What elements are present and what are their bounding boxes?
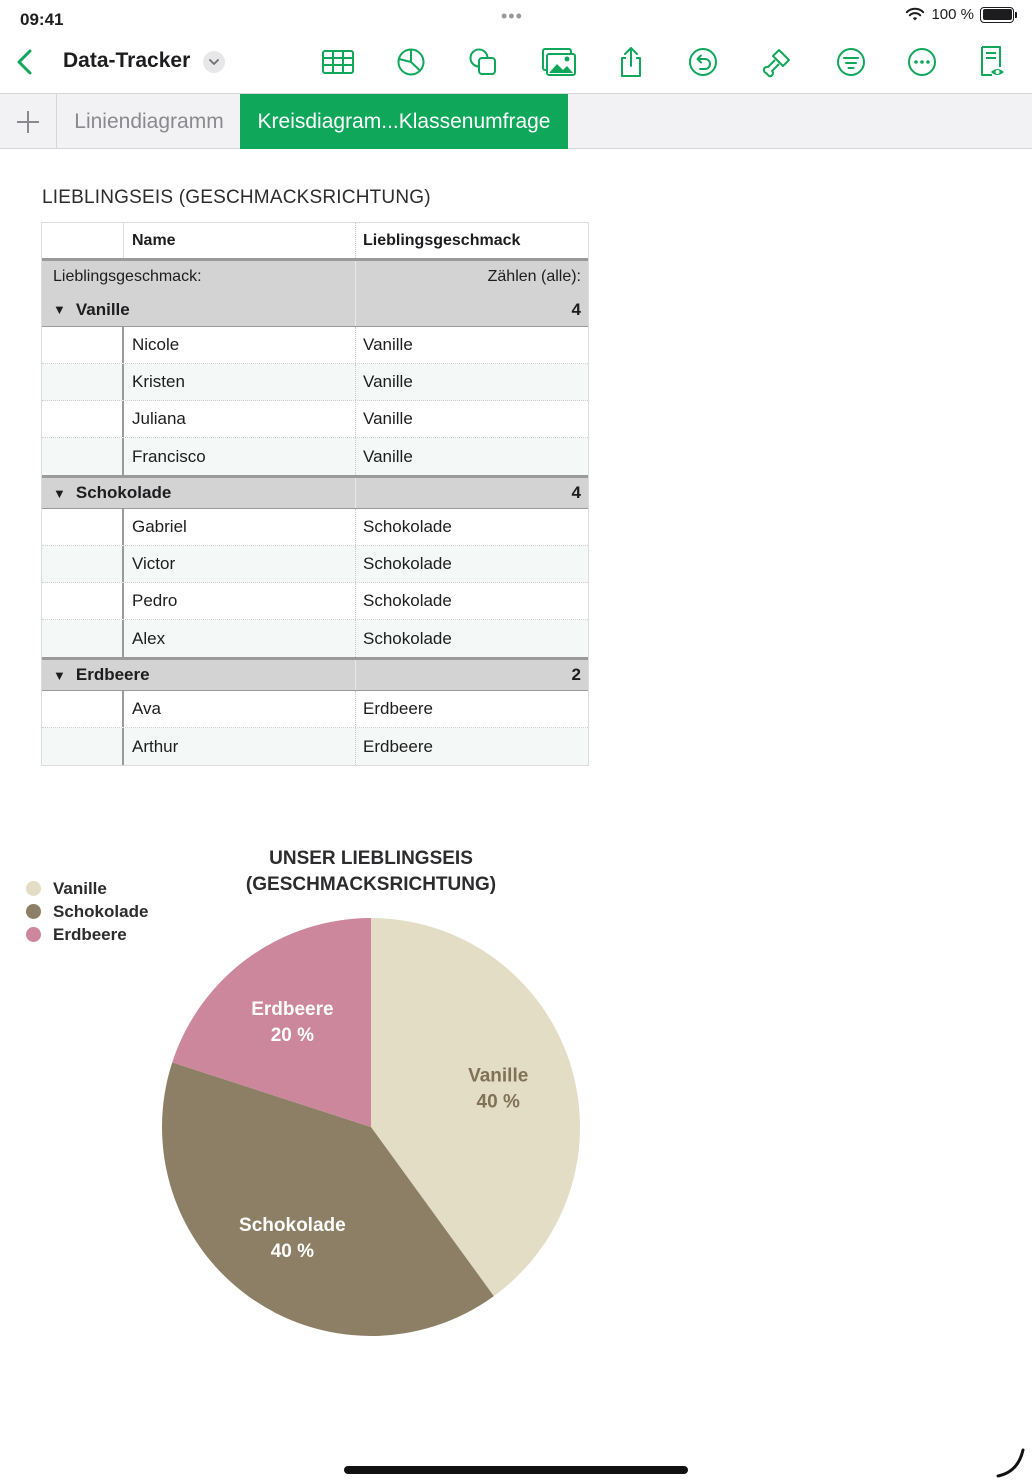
row-header-cell[interactable] (42, 401, 124, 437)
row-header-cell[interactable] (42, 327, 124, 363)
media-button[interactable] (539, 44, 579, 80)
reading-view-button[interactable] (971, 44, 1011, 80)
document-options-button[interactable] (203, 51, 225, 73)
table-title: LIEBLINGSEIS (GESCHMACKSRICHTUNG) (42, 187, 431, 208)
group-name: Erdbeere (75, 665, 150, 684)
shapes-button[interactable] (463, 44, 503, 80)
legend-item-erdbeere (26, 923, 148, 946)
add-sheet-button[interactable] (0, 94, 57, 149)
chart-title-line: (GESCHMACKSRICHTUNG) (245, 874, 497, 895)
pie-label-category: Erdbeere (251, 998, 334, 1020)
row-header-cell[interactable] (42, 364, 124, 400)
disclosure-triangle-icon: ▼ (53, 302, 66, 317)
legend-label: Vanille (53, 878, 107, 898)
group-toggle[interactable] (42, 478, 356, 508)
table-row (42, 583, 588, 620)
legend-label: Schokolade (53, 901, 149, 921)
name-cell[interactable]: Victor (124, 546, 356, 582)
disclosure-triangle-icon: ▼ (53, 485, 66, 501)
organize-icon (835, 46, 867, 78)
table-row (42, 327, 588, 364)
chevron-down-icon (203, 51, 225, 73)
group-count[interactable]: 2 (571, 665, 581, 684)
name-cell[interactable]: Kristen (124, 364, 356, 400)
group-count[interactable]: 4 (571, 483, 581, 502)
row-header-cell[interactable] (42, 620, 124, 657)
table-row (42, 438, 588, 475)
group-toggle[interactable] (42, 293, 356, 326)
flavor-cell[interactable]: Schokolade (363, 554, 452, 573)
sheet-tab-bar (0, 93, 1032, 149)
flavor-cell[interactable]: Schokolade (363, 517, 452, 536)
pie-label-category: Vanille (468, 1065, 529, 1087)
flavor-cell[interactable]: Erdbeere (363, 736, 433, 756)
battery-percentage: 100 % (931, 6, 974, 23)
table-row (42, 546, 588, 583)
name-cell[interactable]: Nicole (124, 327, 356, 363)
table-row (42, 364, 588, 401)
share-button[interactable] (611, 44, 651, 80)
legend-swatch (26, 904, 41, 919)
flavor-cell[interactable]: Vanille (363, 409, 413, 428)
wifi-icon (905, 7, 925, 22)
pie-label-percent: 40 % (270, 1241, 315, 1263)
pie-label-percent: 40 % (476, 1091, 520, 1113)
group-toggle[interactable] (42, 660, 356, 690)
name-cell[interactable]: Ava (124, 691, 356, 727)
document-title[interactable]: Data-Tracker (63, 49, 191, 72)
disclosure-triangle-icon: ▼ (53, 667, 66, 683)
group-row-schokolade (42, 475, 588, 509)
table-row (42, 691, 588, 728)
row-header-cell[interactable] (42, 583, 124, 619)
name-cell[interactable]: Francisco (124, 438, 356, 475)
header-cell-name[interactable]: Name (124, 223, 356, 258)
flavor-cell[interactable]: Erdbeere (363, 699, 433, 718)
reading-view-icon (975, 45, 1007, 79)
resize-handle-icon[interactable] (996, 1446, 1026, 1478)
header-cell-empty[interactable] (42, 223, 124, 258)
home-indicator[interactable] (344, 1466, 688, 1474)
multitasking-dots[interactable]: ••• (501, 6, 523, 26)
undo-button[interactable] (683, 44, 723, 80)
name-cell[interactable]: Alex (124, 620, 356, 657)
organize-button[interactable] (831, 44, 871, 80)
battery-icon (980, 7, 1014, 23)
group-name: Schokolade (75, 483, 172, 502)
table-row (42, 401, 588, 438)
back-button[interactable] (12, 46, 40, 78)
flavor-cell[interactable]: Vanille (363, 335, 413, 354)
status-bar (0, 0, 1032, 36)
name-cell[interactable]: Arthur (124, 728, 356, 765)
tab-liniendiagramm[interactable]: Liniendiagramm (74, 109, 224, 133)
flavor-cell[interactable]: Vanille (363, 446, 413, 466)
more-icon (906, 46, 938, 78)
format-brush-icon (761, 46, 793, 78)
table-row (42, 728, 588, 765)
pie-label-category: Schokolade (239, 1215, 346, 1237)
format-button[interactable] (757, 44, 797, 80)
media-icon (541, 47, 577, 77)
status-right (905, 6, 1014, 23)
flavor-cell[interactable]: Schokolade (363, 591, 452, 610)
group-row-vanille (42, 293, 588, 327)
chart-title-line: UNSER LIEBLINGSEIS (269, 848, 473, 869)
summary-header-row (42, 261, 588, 293)
legend-label: Erdbeere (53, 924, 127, 944)
pie-chart[interactable] (150, 906, 592, 1348)
legend-item-vanille (26, 877, 148, 900)
status-time: 09:41 (20, 10, 64, 29)
row-header-cell[interactable] (42, 546, 124, 582)
name-cell[interactable]: Juliana (124, 401, 356, 437)
shapes-icon (467, 46, 499, 78)
flavor-cell[interactable]: Vanille (363, 372, 413, 391)
row-header-cell[interactable] (42, 438, 124, 475)
chevron-left-icon (12, 46, 40, 78)
row-header-cell[interactable] (42, 509, 124, 545)
row-header-cell[interactable] (42, 728, 124, 765)
chart-button[interactable] (391, 44, 431, 80)
table-icon (321, 48, 355, 76)
summary-label[interactable]: Lieblingsgeschmack: (42, 261, 356, 293)
chart-title[interactable] (221, 846, 521, 898)
chart-legend[interactable] (26, 877, 148, 946)
chart-icon (395, 46, 427, 78)
name-cell[interactable]: Gabriel (124, 509, 356, 545)
plus-icon (15, 109, 41, 135)
table-row (42, 509, 588, 546)
share-icon (617, 46, 645, 78)
more-button[interactable] (902, 44, 942, 80)
table-button[interactable] (318, 44, 358, 80)
toolbar (0, 36, 1032, 92)
legend-swatch (26, 881, 41, 896)
header-cell-flavor[interactable]: Lieblingsgeschmack (363, 231, 521, 249)
group-count[interactable]: 4 (571, 299, 581, 319)
flavor-cell[interactable]: Schokolade (363, 628, 452, 648)
table-row (42, 620, 588, 657)
row-header-cell[interactable] (42, 691, 124, 727)
table-header-row (42, 223, 588, 261)
pie-label-percent: 20 % (270, 1024, 315, 1046)
undo-icon (687, 46, 719, 78)
summary-count-label[interactable]: Zählen (alle): (487, 268, 581, 285)
legend-swatch (26, 927, 41, 942)
tab-kreisdiagramm[interactable]: Kreisdiagram...Klassenumfrage (240, 94, 568, 149)
name-cell[interactable]: Pedro (124, 583, 356, 619)
group-name: Vanille (75, 299, 130, 319)
legend-item-schokolade (26, 900, 148, 923)
group-row-erdbeere (42, 657, 588, 691)
data-table[interactable] (41, 222, 589, 766)
